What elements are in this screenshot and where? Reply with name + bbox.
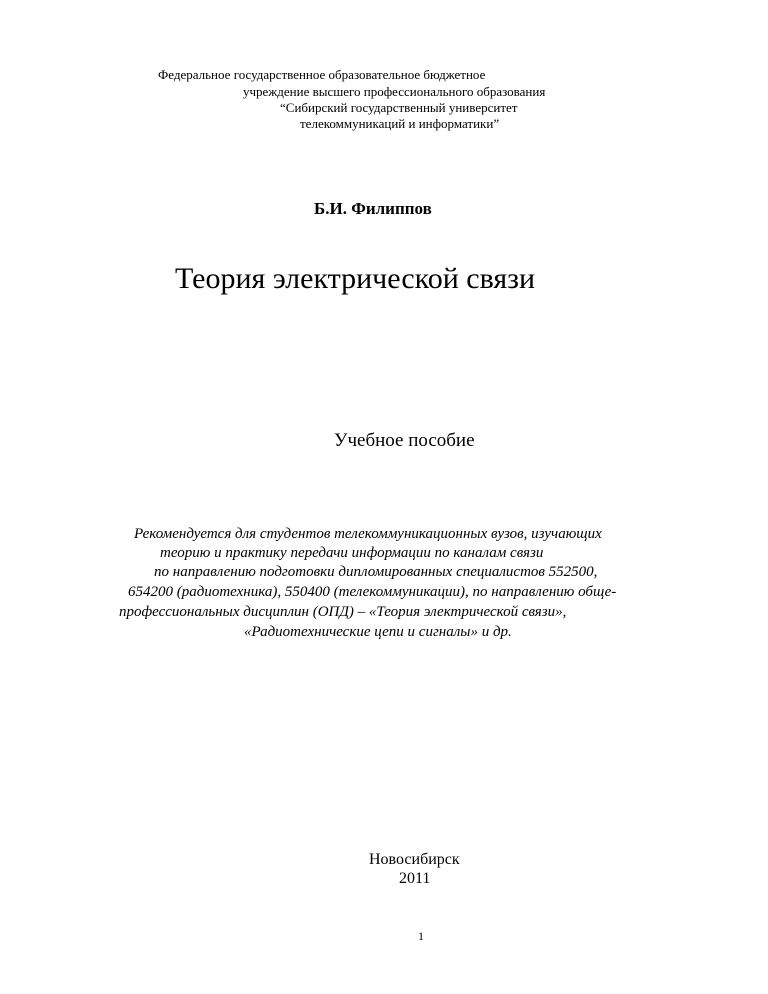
recommendation-line-6: «Радиотехнические цепи и сигналы» и др.	[244, 624, 512, 640]
imprint-city: Новосибирск	[369, 851, 460, 868]
book-subtitle: Учебное пособие	[334, 430, 475, 451]
recommendation-line-3: по направлению подготовки дипломированных специалистов 552500,	[154, 564, 598, 580]
recommendation-line-4: 654200 (радиотехника), 550400 (телекоммуникации), по направлению обще-	[128, 584, 617, 600]
institution-line-4: телекоммуникаций и информатики”	[300, 116, 500, 131]
recommendation-line-1: Рекомендуется для студентов телекоммуникационных вузов, изучающих	[134, 526, 602, 542]
institution-line-1: Федеральное государственное образовательное бюджетное	[158, 67, 486, 82]
institution-line-3: “Сибирский государственный университет	[280, 100, 518, 115]
page-number: 1	[418, 929, 424, 943]
recommendation-line-2: теорию и практику передачи информации по каналам связи	[160, 545, 544, 561]
imprint-year: 2011	[399, 870, 431, 887]
recommendation-line-5: профессиональных дисциплин (ОПД) – «Теория электрической связи»,	[119, 604, 567, 620]
book-title: Теория электрической связи	[175, 262, 536, 295]
author-name: Б.И. Филиппов	[314, 199, 432, 218]
institution-line-2: учреждение высшего профессионального образования	[243, 84, 546, 99]
